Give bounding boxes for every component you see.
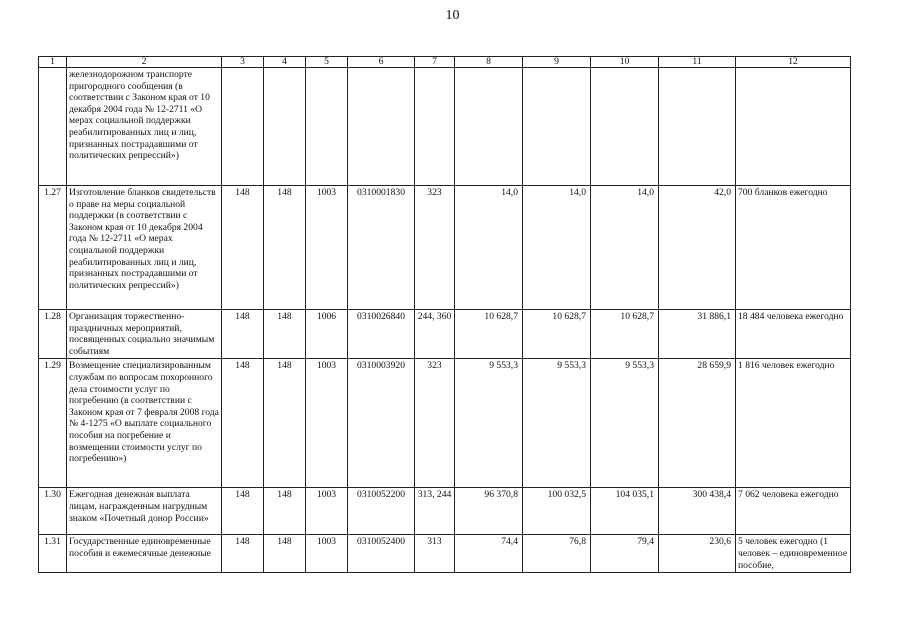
table-row	[39, 310, 851, 359]
cell-c5: 1003	[306, 535, 348, 573]
cell-c9: 10 628,7	[523, 310, 591, 359]
header-cell: 8	[455, 57, 523, 68]
cell-c12	[736, 68, 851, 186]
cell-c6: 0310052200	[348, 488, 415, 535]
cell-c7: 313	[415, 535, 455, 573]
cell-c5: 1003	[306, 359, 348, 488]
cell-c8: 74,4	[455, 535, 523, 573]
budget-table	[38, 56, 851, 573]
cell-c8: 14,0	[455, 186, 523, 310]
cell-c6: 0310026840	[348, 310, 415, 359]
cell-c10	[591, 68, 659, 186]
cell-c3: 148	[222, 359, 264, 488]
cell-c6: 0310001830	[348, 186, 415, 310]
page-number: 10	[445, 8, 460, 23]
row-number: 1.27	[39, 186, 67, 310]
cell-c12: 18 484 человека ежегодно	[736, 310, 851, 359]
cell-c6	[348, 68, 415, 186]
cell-c12: 7 062 человека ежегодно	[736, 488, 851, 535]
header-cell: 11	[659, 57, 736, 68]
cell-c8	[455, 68, 523, 186]
row-number: 1.28	[39, 310, 67, 359]
row-number	[39, 68, 67, 186]
cell-c8: 9 553,3	[455, 359, 523, 488]
table-row	[39, 488, 851, 535]
header-cell: 1	[39, 57, 67, 68]
table-row	[39, 68, 851, 186]
cell-c6: 0310003920	[348, 359, 415, 488]
cell-c3: 148	[222, 535, 264, 573]
cell-c11: 42,0	[659, 186, 736, 310]
cell-c10: 9 553,3	[591, 359, 659, 488]
cell-c8: 96 370,8	[455, 488, 523, 535]
cell-c4: 148	[264, 359, 306, 488]
measure-name: Изготовление бланков свидетельств о праве на меры социальной поддержки (в соответствии с Законом края от 10 декабря 2004 года № 12-2711 «О мерах социальной поддержки реабилитированных лиц и лиц, признанных пострадавшими от политических репрессий»)	[67, 186, 222, 310]
row-number: 1.30	[39, 488, 67, 535]
measure-name: Государственные единовременные пособия и ежемесячные денежные	[67, 535, 222, 573]
table-row	[39, 186, 851, 310]
header-cell: 7	[415, 57, 455, 68]
cell-c4: 148	[264, 535, 306, 573]
cell-c5: 1003	[306, 488, 348, 535]
cell-c10: 14,0	[591, 186, 659, 310]
measure-name: Организация торжественно-праздничных мероприятий, посвященных социально значимым событиям	[67, 310, 222, 359]
cell-c12: 700 бланков ежегодно	[736, 186, 851, 310]
cell-c9: 9 553,3	[523, 359, 591, 488]
row-number: 1.31	[39, 535, 67, 573]
cell-c7: 244, 360	[415, 310, 455, 359]
cell-c10: 79,4	[591, 535, 659, 573]
cell-c7	[415, 68, 455, 186]
cell-c12: 1 816 человек ежегодно	[736, 359, 851, 488]
measure-name: Ежегодная денежная выплата лицам, награжденным нагрудным знаком «Почетный донор России»	[67, 488, 222, 535]
cell-c7: 323	[415, 186, 455, 310]
header-cell: 12	[736, 57, 851, 68]
table-row	[39, 535, 851, 573]
cell-c5: 1006	[306, 310, 348, 359]
cell-c5: 1003	[306, 186, 348, 310]
cell-c11	[659, 68, 736, 186]
measure-name: Возмещение специализированным службам по вопросам похоронного дела стоимости услуг по погребению (в соответствии с Законом края от 7 февраля 2008 года № 4-1275 «О выплате социального пособия на погребение и возмещении стоимости услуг по погребению»)	[67, 359, 222, 488]
header-cell: 6	[348, 57, 415, 68]
cell-c10: 104 035,1	[591, 488, 659, 535]
cell-c11: 300 438,4	[659, 488, 736, 535]
cell-c12: 5 человек ежегодно (1 человек – единовременное пособие,	[736, 535, 851, 573]
table-row	[39, 359, 851, 488]
cell-c11: 28 659,9	[659, 359, 736, 488]
cell-c3	[222, 68, 264, 186]
cell-c9: 100 032,5	[523, 488, 591, 535]
cell-c9	[523, 68, 591, 186]
header-cell: 10	[591, 57, 659, 68]
row-number: 1.29	[39, 359, 67, 488]
cell-c4: 148	[264, 186, 306, 310]
cell-c6: 0310052400	[348, 535, 415, 573]
cell-c4	[264, 68, 306, 186]
header-cell: 3	[222, 57, 264, 68]
cell-c5	[306, 68, 348, 186]
cell-c8: 10 628,7	[455, 310, 523, 359]
header-cell: 2	[67, 57, 222, 68]
cell-c9: 14,0	[523, 186, 591, 310]
cell-c7: 313, 244	[415, 488, 455, 535]
cell-c11: 31 886,1	[659, 310, 736, 359]
measure-name: железнодорожном транспорте пригородного сообщения (в соответствии с Законом края от 10 декабря 2004 года № 12-2711 «О мерах социальной поддержки реабилитированных лиц и лиц, признанных пострадавшими от политических репрессий»)	[67, 68, 222, 186]
cell-c4: 148	[264, 488, 306, 535]
cell-c7: 323	[415, 359, 455, 488]
cell-c3: 148	[222, 488, 264, 535]
header-row	[39, 57, 851, 68]
cell-c10: 10 628,7	[591, 310, 659, 359]
header-cell: 4	[264, 57, 306, 68]
cell-c9: 76,8	[523, 535, 591, 573]
cell-c3: 148	[222, 186, 264, 310]
cell-c3: 148	[222, 310, 264, 359]
header-cell: 9	[523, 57, 591, 68]
header-cell: 5	[306, 57, 348, 68]
cell-c4: 148	[264, 310, 306, 359]
cell-c11: 230,6	[659, 535, 736, 573]
